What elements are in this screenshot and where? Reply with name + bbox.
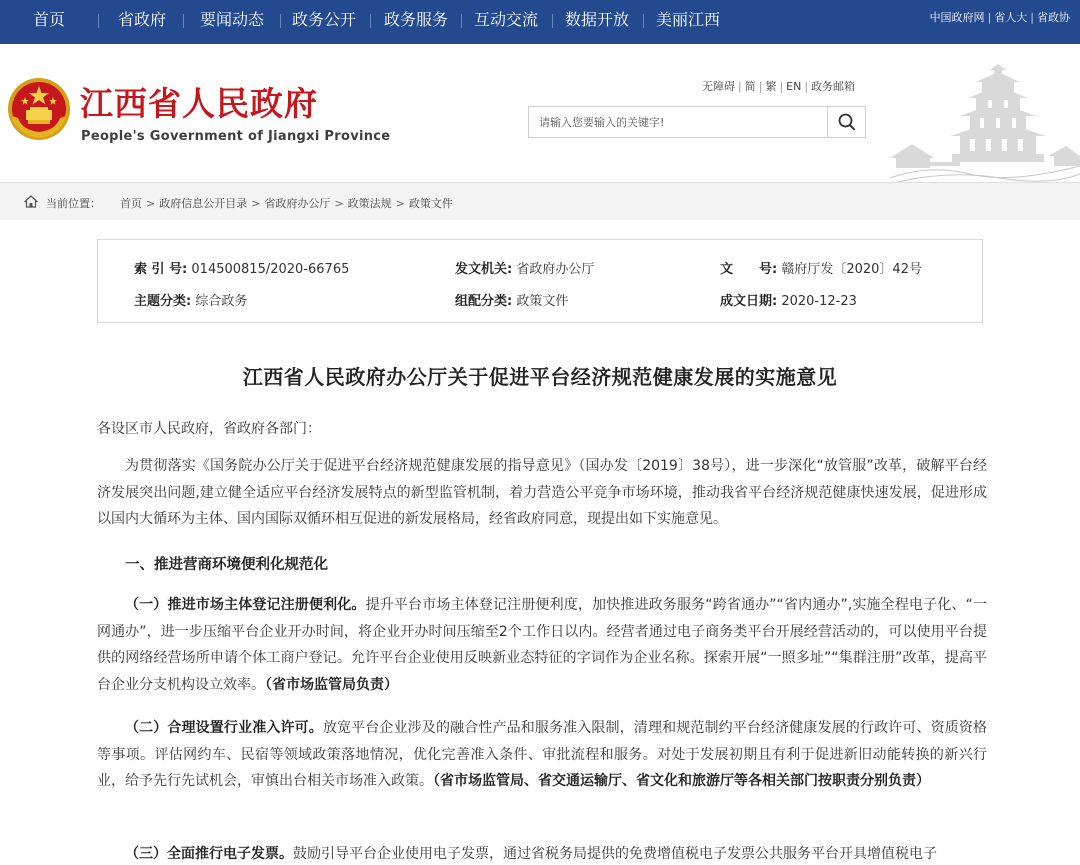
link-gov-mail[interactable]: 政务邮箱: [811, 80, 856, 93]
meta-document-number: 文 号: 赣府厅发〔2020〕42号: [720, 262, 922, 277]
search-button[interactable]: [827, 107, 865, 137]
article-1-responsible: （省市场监管局负责）: [265, 676, 398, 693]
meta-written-date: 成文日期: 2020-12-23: [720, 294, 857, 309]
breadcrumb: [0, 182, 1080, 220]
nav-item-beautiful-jiangxi[interactable]: 美丽江西: [656, 10, 721, 29]
breadcrumb-item-policy-regulations[interactable]: 政策法规: [347, 197, 392, 210]
site-header: [0, 44, 1080, 182]
search-box: [528, 106, 866, 138]
nav-divider: [461, 14, 462, 28]
nav-item-home[interactable]: 首页: [33, 10, 66, 29]
document-title: 江西省人民政府办公厅关于促进平台经济规范健康发展的实施意见: [242, 365, 838, 389]
link-english[interactable]: EN: [786, 80, 802, 93]
document-salutation: 各设区市人民政府，省政府各部门：: [97, 421, 321, 437]
nav-divider: [280, 14, 281, 28]
search-input[interactable]: [529, 107, 827, 137]
link-accessibility[interactable]: 无障碍: [702, 80, 735, 93]
nav-divider: [643, 14, 644, 28]
meta-topic-category: 主题分类: 综合政务: [134, 294, 248, 309]
nav-item-news[interactable]: 要闻动态: [200, 10, 265, 29]
national-emblem-icon: [6, 76, 72, 142]
nav-divider: [370, 14, 371, 28]
nav-item-gov-services[interactable]: 政务服务: [384, 10, 449, 29]
document-metadata-box: [97, 239, 983, 323]
article-1-body: 提升平台市场主体登记注册便利度，加快推进政务服务“跨省通办”“省内通办”,实施全程电子化、“一网通办”，进一步压缩平台企业开办时间，将企业开办时间压缩至2个工作日以内。经营者通过电子商务类平台开展经营活动的，可以使用平台提供的网络经营场所申请个体工商户登记。允许平台企业使用反映新业态特征的字词作为企业名称。探索开展“一照多址”“集群注册”改革，提高平台企业分支机构设立效率。: [97, 597, 988, 693]
magnifier-icon: [828, 107, 866, 137]
section-heading-1: 一、推进营商环境便利化规范化: [125, 557, 328, 573]
link-provincial-congress[interactable]: 省人大: [994, 11, 1028, 24]
breadcrumb-item-info-catalog[interactable]: 政府信息公开目录: [159, 197, 248, 210]
article-2-paragraph: [97, 715, 987, 795]
meta-issuer: 发文机关: 省政府办公厅: [455, 262, 595, 277]
article-3-heading: （三）全面推行电子发票。: [125, 846, 293, 862]
article-2-body: 放宽平台企业涉及的融合性产品和服务准入限制，清理和规范制约平台经济健康发展的行政许可、资质资格等事项。评估网约车、民宿等领域政策落地情况，优化完善准入条件、审批流程和服务。对处于发展初期且有利于促进新旧动能转换的新兴行业，给予先行先试机会，审慎出台相关市场准入政策。: [97, 720, 988, 789]
link-traditional[interactable]: 繁: [765, 80, 777, 93]
link-china-gov[interactable]: 中国政府网: [929, 11, 985, 24]
article-3-paragraph: [97, 841, 987, 865]
nav-item-provincial-gov[interactable]: 省政府: [118, 10, 167, 29]
site-title-english: People's Government of Jiangxi Province: [81, 129, 391, 144]
nav-item-interaction[interactable]: 互动交流: [474, 10, 539, 29]
link-simplified[interactable]: 简: [744, 80, 756, 93]
article-1-heading: （一）推进市场主体登记注册便利化。: [125, 597, 366, 613]
meta-assembly-category: 组配分类: 政策文件: [455, 294, 569, 309]
nav-divider: [552, 14, 553, 28]
article-1-paragraph: [97, 592, 987, 698]
tengwang-pavilion-illustration: [890, 60, 1080, 182]
meta-index-number: 索 引 号: 014500815/2020-66765: [134, 262, 350, 277]
link-provincial-cppcc[interactable]: 省政协: [1037, 11, 1070, 24]
article-3-body: 鼓励引导平台企业使用电子发票，通过省税务局提供的免费增值税电子发票公共服务平台开具增值税电子: [293, 846, 937, 862]
nav-item-gov-affairs-open[interactable]: 政务公开: [292, 10, 357, 29]
top-external-links: 中国政府网 | 省人大 | 省政协: [929, 11, 1070, 24]
top-navigation-bar: [0, 0, 1080, 44]
nav-divider: [183, 14, 184, 28]
breadcrumb-trail: 首页 > 政府信息公开目录 > 省政府办公厅 > 政策法规 > 政策文件: [120, 197, 453, 210]
site-title[interactable]: 江西省人民政府: [80, 84, 318, 123]
article-2-responsible: （省市场监管局、省交通运输厅、省文化和旅游厅等各相关部门按职责分别负责）: [433, 773, 930, 789]
document-intro-paragraph: 为贯彻落实《国务院办公厅关于促进平台经济规范健康发展的指导意见》（国办发〔2019〕38号），进一步深化“放管服”改革，破解平台经济发展突出问题,建立健全适应平台经济发展特点的新型监管机制，着力营造公平竞争市场环境，推动我省平台经济规范健康快速发展，促进形成以国内大循环为主体、国内国际双循环相互促进的新发展格局，经省政府同意，现提出如下实施意见。: [97, 458, 987, 527]
nav-item-open-data[interactable]: 数据开放: [565, 10, 630, 29]
breadcrumb-item-general-office[interactable]: 省政府办公厅: [264, 197, 331, 210]
utility-links: 无障碍 | 简 | 繁 | EN | 政务邮箱: [702, 80, 856, 93]
article-2-heading: （二）合理设置行业准入许可。: [125, 720, 323, 736]
home-icon: [24, 195, 38, 208]
breadcrumb-item-policy-documents[interactable]: 政策文件: [408, 197, 453, 210]
nav-divider: [98, 14, 99, 28]
breadcrumb-item-home[interactable]: 首页: [120, 197, 142, 210]
breadcrumb-label: 当前位置：: [46, 197, 101, 210]
